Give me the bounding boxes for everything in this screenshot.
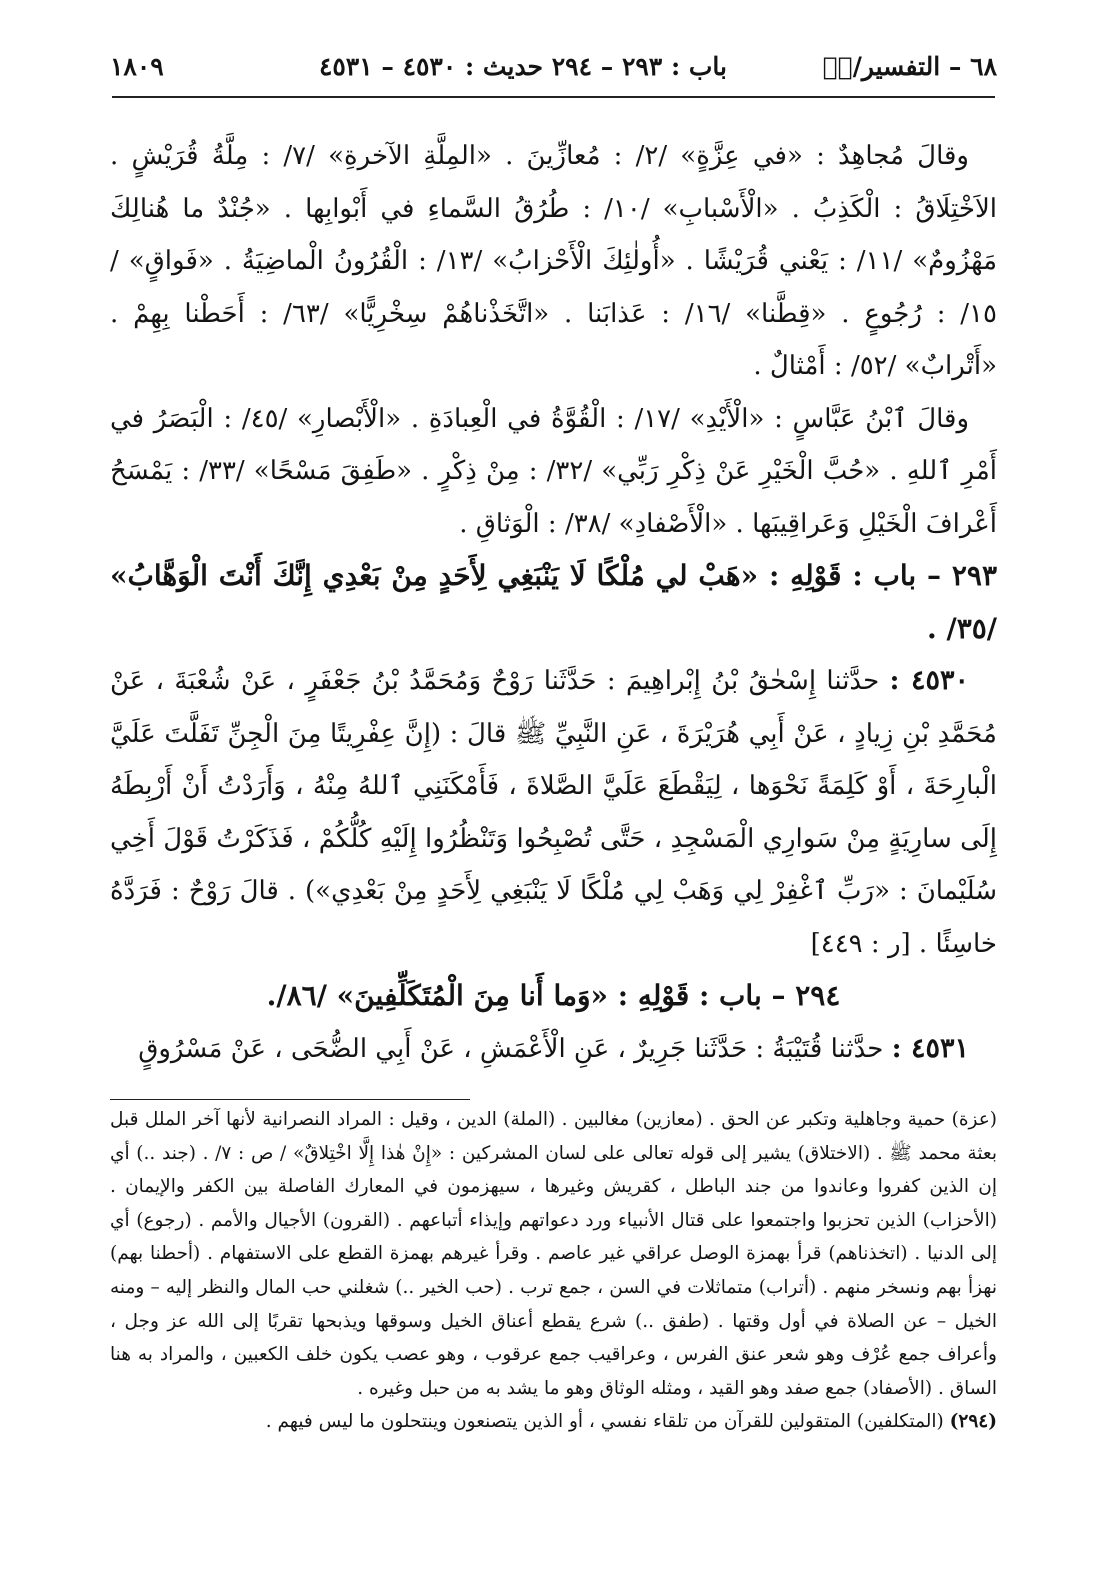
bab-293-title: ٢٩٣ – باب : قَوْلِهِ : «هَبْ لي مُلْكًا لَا يَنْبَغِي لِأَحَدٍ مِنْ بَعْدِي إِنَّكَ أَنْتَ الْوَهَّابُ» /٣٥/ . — [110, 559, 997, 645]
hadith-number: ٤٥٣٠ : — [889, 665, 970, 696]
bab-294-title: ٢٩٤ – باب : قَوْلِهِ : «وَما أَنا مِنَ الْمُتَكَلِّفِينَ» /٨٦/. — [266, 979, 841, 1012]
hadith-4530 — [110, 655, 997, 970]
hadith-text: حدَّثنا قُتَيْبَةُ : حَدَّثَنا جَرِيرٌ ، عَنِ الْأَعْمَشِ ، عَنْ أَبِي الضُّحَى ، عَنْ مَسْرُوقٍ — [138, 1033, 884, 1064]
mujahid-paragraph: وقالَ مُجاهِدٌ : «في عِزَّةٍ» /٢/ : مُعازِّينَ . «المِلَّةِ الآخرةِ» /٧/ : مِلَّةُ قُرَيْشٍ . الاَخْتِلَاقُ : الْكَذِبُ . «الْأَسْبابِ» /١٠/ : طُرُقُ السَّماءِ في أَبْوابِها . «جُنْدٌ ما هُنالِكَ مَهْزُومٌ» /١١/ : يَعْني قُرَيْشًا . «أُولٰئِكَ الْأَحْزابُ» /١٣/ : الْقُرُونُ الْماضِيَةُ . «فَواقٍ» /١٥/ : رُجُوعٍ . «قِطَّنا» /١٦/ : عَذابَنا . «اتَّخَذْناهُمْ سِخْرِيًّا» /٦٣/ : أَحَطْنا بِهِمْ . «أَتْرابٌ» /٥٢/ : أَمْثالٌ . — [110, 141, 998, 381]
footnote-bab-294 — [110, 1405, 997, 1439]
footnote-bab-293: (عزة) حمية وجاهلية وتكبر عن الحق . (معازين) مغالبين . (الملة) الدين ، وقيل : المراد النصرانية لأنها آخر الملل قبل بعثة محمد ﷺ . (الاختلاق) يشير إلى قوله تعالى على لسان المشركين : «إِنْ هٰذا إِلَّا اخْتِلاقٌ» / ص : ٧/ . (جند ..) أي إن الذين كفروا وعاندوا من جند الباطل ، كقريش وغيرها ، سيهزمون في المعارك الفاصلة بين الكفر والإيمان . (الأحزاب) الذين تحزبوا واجتمعوا على قتال الأنبياء ورد دعواتهم وإيذاء أتباعهم . (القرون) الأجيال والأمم . (رجوع) أي إلى الدنيا . (اتخذناهم) قرأ بهمزة الوصل عراقي غير عاصم . وقرأ غيرهم بهمزة القطع على الاستفهام . (أحطنا بهم) نهزأ بهم ونسخر منهم . (أتراب) متماثلات في السن ، جمع ترب . (حب الخير ..) شغلني حب المال والنظر إليه – ومنه الخيل – عن الصلاة في أول وقتها . (طفق ..) شرع يقطع أعناق الخيل وسوقها ويذبحها تقربًا إلى الله عز وجل ، وأعراف جمع عُرْف وهو شعر عنق الفرس ، وعراقيب جمع عرقوب ، وهو عصب يكون خلف الكعبين ، والمراد به هنا الساق . (الأصفاد) جمع صفد وهو القيد ، ومثله الوثاق وهو ما يشد به من حبل وغيره . — [110, 1109, 997, 1399]
header-divider — [112, 96, 995, 98]
running-header — [110, 52, 997, 92]
hadith-number: ٤٥٣١ : — [891, 1032, 969, 1064]
footnotes — [110, 1103, 997, 1439]
footnote-tag: (٢٩٤) — [949, 1411, 997, 1433]
chapter-title-header: ٦٨ – التفسير/صۤ — [822, 52, 997, 81]
ibn-abbas-paragraph: وقالَ ٱبْنُ عَبَّاسٍ : «الْأَيْدِ» /١٧/ : الْقُوَّةُ في الْعِبادَةِ . «الْأَبْصارِ» /٤٥/ : الْبَصَرُ في أَمْرِ ٱللهِ . «حُبَّ الْخَيْرِ عَنْ ذِكْرِ رَبِّي» /٣٢/ : مِنْ ذِكْرٍ . «طَفِقَ مَسْحًا» /٣٣/ : يَمْسَحُ أَعْرافَ الْخَيْلِ وَعَراقِيبَها . «الْأَصْفادِ» /٣٨/ : الْوَثاقِ . — [110, 403, 997, 539]
page-number: ١٨٠٩ — [110, 52, 164, 81]
hadith-4531 — [110, 1023, 997, 1076]
footnote-divider — [110, 1099, 470, 1100]
hadith-text: حدَّثنا إِسْحٰقُ بْنُ إِبْراهِيمَ : حَدَّثَنا رَوْحٌ وَمُحَمَّدُ بْنُ جَعْفَرٍ ، عَنْ شُعْبَةَ ، عَنْ مُحَمَّدِ بْنِ زِيادٍ ، عَنْ أَبِي هُرَيْرَةَ ، عَنِ النَّبِيِّ ﷺ قالَ : (إِنَّ عِفْرِيتًا مِنَ الْجِنِّ تَفَلَّتَ عَلَيَّ الْبارِحَةَ ، أَوْ كَلِمَةً نَحْوَها ، لِيَقْطَعَ عَلَيَّ الصَّلاةَ ، فَأَمْكَنَنِي ٱللهُ مِنْهُ ، وَأَرَدْتُ أَنْ أَرْبِطَهُ إِلَى سارِيَةٍ مِنْ سَوارِي الْمَسْجِدِ ، حَتَّى تُصْبِحُوا وَتَنْظُرُوا إِلَيْهِ كُلُّكُمْ ، فَذَكَرْتُ قَوْلَ أَخِي سُلَيْمانَ : «رَبِّ ٱغْفِرْ لِي وَهَبْ لِي مُلْكًا لَا يَنْبَغِي لِأَحَدٍ مِنْ بَعْدِي») . قالَ رَوْحٌ : فَرَدَّهُ خاسِئًا . [ر : ٤٤٩] — [110, 666, 997, 959]
main-text — [110, 130, 997, 1075]
footnote-text: (المتكلفين) المتقولين للقرآن من تلقاء نفسي ، أو الذين يتصنعون وينتحلون ما ليس فيهم . — [265, 1411, 944, 1433]
bab-hadith-references: باب : ٢٩٣ – ٢٩٤ حديث : ٤٥٣٠ – ٤٥٣١ — [318, 52, 727, 81]
